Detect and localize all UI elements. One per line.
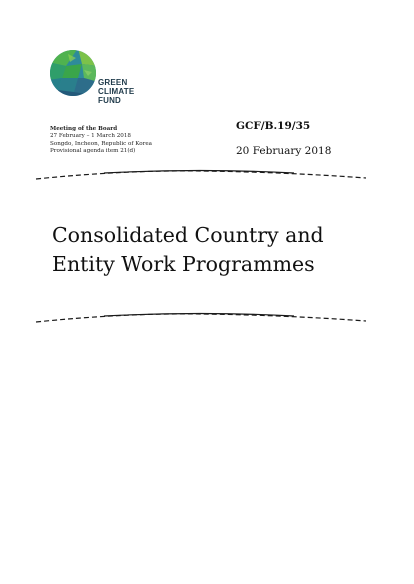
logo-line: CLIMATE bbox=[98, 87, 135, 96]
gcf-logo bbox=[48, 48, 168, 108]
globe-logo-icon bbox=[48, 48, 98, 98]
meeting-location: Songdo, Incheon, Republic of Korea bbox=[50, 140, 152, 147]
document-title bbox=[52, 221, 372, 279]
bottom-divider bbox=[34, 311, 368, 327]
meeting-heading: Meeting of the Board bbox=[50, 126, 118, 132]
top-divider bbox=[34, 168, 368, 184]
logo-wordmark bbox=[98, 78, 134, 105]
logo-line: FUND bbox=[98, 96, 122, 105]
meeting-agenda-item: Provisional agenda item 21(d) bbox=[50, 147, 136, 154]
meeting-info bbox=[50, 126, 152, 155]
logo-line: GREEN bbox=[98, 78, 128, 87]
document-date: 20 February 2018 bbox=[236, 145, 332, 157]
title-line: Consolidated Country and bbox=[52, 223, 324, 247]
title-line: Entity Work Programmes bbox=[52, 252, 315, 276]
document-number: GCF/B.19/35 bbox=[236, 120, 311, 132]
meeting-dates: 27 February – 1 March 2018 bbox=[50, 133, 131, 140]
